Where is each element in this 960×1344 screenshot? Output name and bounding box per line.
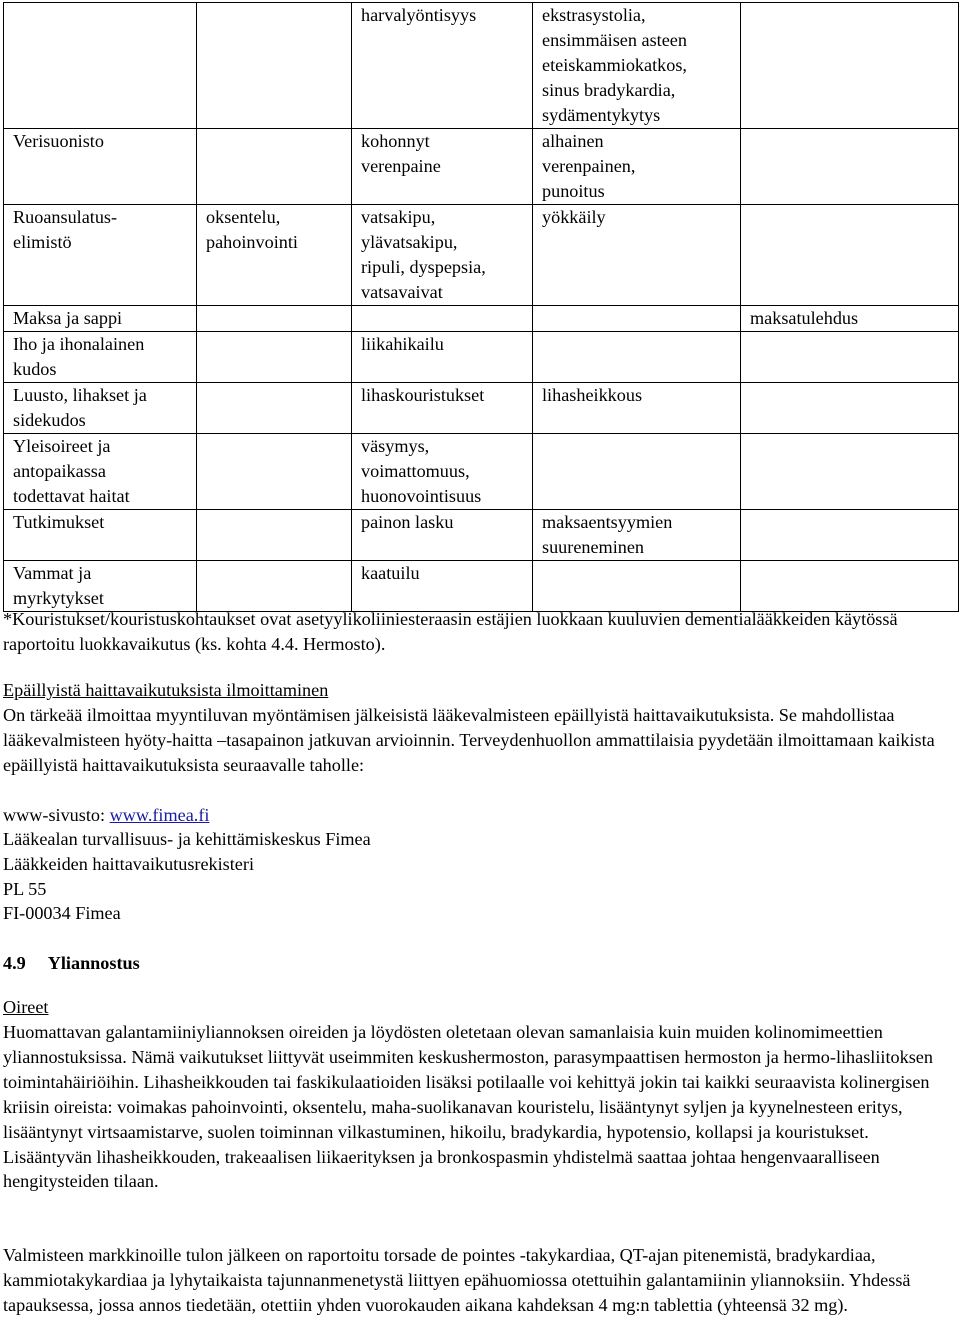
cell-uncommon: kaatuilu <box>352 561 533 612</box>
cell-organ: Vammat ja myrkytykset <box>4 561 197 612</box>
table-row <box>4 3 959 129</box>
cell-rare: yökkäily <box>533 205 741 306</box>
cell-very-rare: maksatulehdus <box>741 306 959 332</box>
address-line-3: PL 55 <box>3 879 47 899</box>
cell-common <box>197 306 352 332</box>
table-row <box>4 510 959 561</box>
cell-organ: Iho ja ihonalainen kudos <box>4 332 197 383</box>
cell-very-rare <box>741 205 959 306</box>
section-heading <box>3 951 953 976</box>
symptoms-heading: Oireet <box>3 997 49 1017</box>
cell-rare <box>533 561 741 612</box>
cell-organ: Luusto, lihakset ja sidekudos <box>4 383 197 434</box>
cell-very-rare <box>741 3 959 129</box>
table-row <box>4 129 959 205</box>
cell-common <box>197 332 352 383</box>
cell-common <box>197 3 352 129</box>
cell-common <box>197 510 352 561</box>
cell-rare: maksaentsyymien suureneminen <box>533 510 741 561</box>
table-row <box>4 332 959 383</box>
cell-organ: Ruoansulatus- elimistö <box>4 205 197 306</box>
table-row <box>4 205 959 306</box>
cell-organ: Yleisoireet ja antopaikassa todettavat haitat <box>4 434 197 510</box>
table-row <box>4 561 959 612</box>
cell-uncommon: väsymys, voimattomuus, huonovointisuus <box>352 434 533 510</box>
cell-common <box>197 383 352 434</box>
cell-rare <box>533 434 741 510</box>
cell-rare: ekstrasystolia, ensimmäisen asteen eteiskammiokatkos, sinus bradykardia, sydämentykytys <box>533 3 741 129</box>
adverse-effects-table <box>3 2 959 612</box>
cell-rare <box>533 306 741 332</box>
cell-rare <box>533 332 741 383</box>
cell-common <box>197 434 352 510</box>
cell-common: oksentelu, pahoinvointi <box>197 205 352 306</box>
cell-very-rare <box>741 129 959 205</box>
cell-organ: Maksa ja sappi <box>4 306 197 332</box>
section-title: Yliannostus <box>47 953 140 973</box>
cell-very-rare <box>741 434 959 510</box>
cell-uncommon: painon lasku <box>352 510 533 561</box>
symptoms-paragraph-2: Valmisteen markkinoille tulon jälkeen on raportoitu torsade de pointes -takykardiaa, QT-ajan pitenemistä, bradykardiaa, kammiotakykardiaa ja lyhytaikaista tajunnanmenetystä liittyen epähuomiossa otettuihin galantamiinin yliannoksiin. Yhdessä tapauksessa, jossa annos tiedetään, otettiin yhden vuorokauden aikana kahdeksan 4 mg:n tablettia (yhteensä 32 mg). <box>3 1245 911 1315</box>
cell-uncommon: liikahikailu <box>352 332 533 383</box>
footnote: *Kouristukset/kouristuskohtaukset ovat asetyylikoliiniesteraasin estäjien luokkaan kuuluvien dementialääkkeiden käytössä raportoitu luokkavaikutus (ks. kohta 4.4. Hermosto). <box>3 609 898 654</box>
cell-rare: lihasheikkous <box>533 383 741 434</box>
website-label: www-sivusto: <box>3 805 110 825</box>
cell-uncommon: kohonnyt verenpaine <box>352 129 533 205</box>
symptoms-paragraph-1: Huomattavan galantamiiniyliannoksen oireiden ja löydösten oletetaan olevan samanlaisia kuin muiden kolinomimeettien yliannostuksissa. Nämä vaikutukset liittyvät useimmiten keskushermoston, parasympaattisen hermoston ja hermo-lihasliitoksen toimintahäiriöihin. Lihasheikkouden tai faskikulaatioiden lisäksi potilaalle voi kehittyä jokin tai kaikki seuraavista kolinergisen kriisin oireista: voimakas pahoinvointi, oksentelu, maha-suolikanavan kouristelu, lisääntynyt syljen ja kyynelnesteen eritys, lisääntynyt virtsaamistarve, suolen toiminnan vilkastuminen, hikoilu, bradykardia, hypotensio, kollapsi ja kouristukset. Lisääntyvän lihasheikkouden, trakeaalisen liikaerityksen ja bronkospasmin yhdistelmä saattaa johtaa hengenvaaralliseen hengitysteiden tilaan. <box>3 1022 933 1192</box>
cell-common <box>197 129 352 205</box>
cell-very-rare <box>741 332 959 383</box>
cell-very-rare <box>741 383 959 434</box>
reporting-text: On tärkeää ilmoittaa myyntiluvan myöntämisen jälkeisistä lääkevalmisteen epäillyistä haittavaikutuksista. Se mahdollistaa lääkevalmisteen hyöty-haitta –tasapainon jatkuvan arvioinnin. Terveydenhuollon ammattilaisia pyydetään ilmoittamaan kaikista epäillyistä haittavaikutuksista seuraavalle taholle: <box>3 705 935 775</box>
website-line <box>3 803 953 828</box>
cell-very-rare <box>741 510 959 561</box>
address-line-2: Lääkkeiden haittavaikutusrekisteri <box>3 854 254 874</box>
table-row <box>4 383 959 434</box>
cell-very-rare <box>741 561 959 612</box>
section-number: 4.9 <box>3 953 26 973</box>
cell-rare: alhainen verenpainen, punoitus <box>533 129 741 205</box>
cell-organ <box>4 3 197 129</box>
fimea-link[interactable]: www.fimea.fi <box>109 805 210 825</box>
table-row <box>4 434 959 510</box>
cell-uncommon: harvalyöntisyys <box>352 3 533 129</box>
cell-uncommon: lihaskouristukset <box>352 383 533 434</box>
cell-uncommon: vatsakipu, ylävatsakipu, ripuli, dyspepsia, vatsavaivat <box>352 205 533 306</box>
table-row <box>4 306 959 332</box>
cell-organ: Tutkimukset <box>4 510 197 561</box>
cell-uncommon <box>352 306 533 332</box>
reporting-heading: Epäillyistä haittavaikutuksista ilmoittaminen <box>3 680 329 700</box>
address-line-1: Lääkealan turvallisuus- ja kehittämiskeskus Fimea <box>3 829 371 849</box>
address-line-4: FI-00034 Fimea <box>3 903 121 923</box>
cell-common <box>197 561 352 612</box>
cell-organ: Verisuonisto <box>4 129 197 205</box>
